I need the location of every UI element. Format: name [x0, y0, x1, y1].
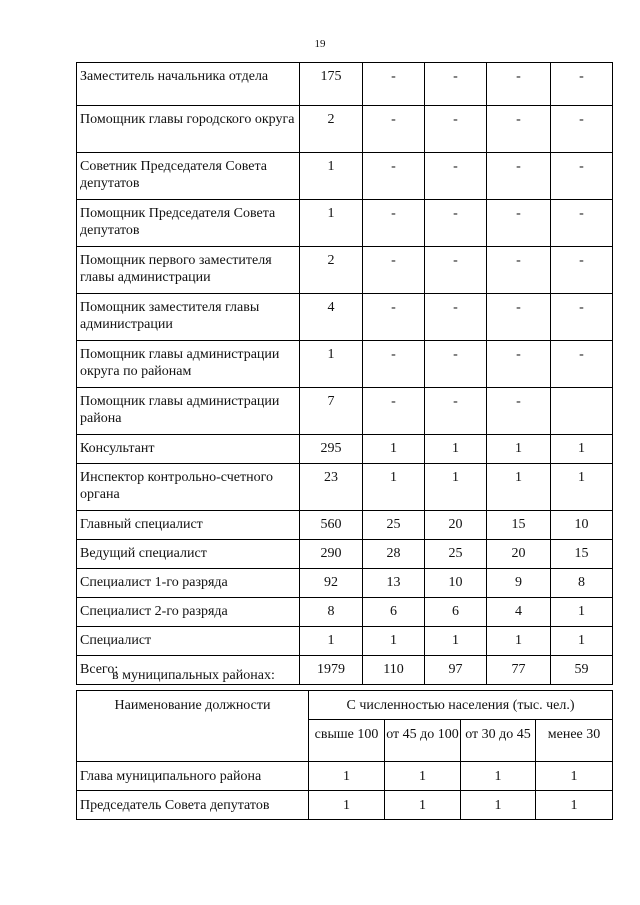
- position-name: Советник Председателя Совета депутатов: [77, 153, 300, 200]
- column-header-population: от 45 до 100: [385, 720, 461, 762]
- page-number: 19: [314, 38, 326, 50]
- positions-table-districts: [76, 690, 613, 820]
- table-cell: 1: [300, 341, 363, 388]
- table-cell: 25: [363, 511, 425, 540]
- column-header-population: свыше 100: [309, 720, 385, 762]
- table-row: [77, 464, 613, 511]
- table-row: [77, 791, 613, 820]
- table-cell: 25: [425, 540, 487, 569]
- table-cell: 1: [425, 435, 487, 464]
- position-name: Специалист 2-го разряда: [77, 598, 300, 627]
- table-cell: 2: [300, 247, 363, 294]
- table-cell: -: [551, 153, 613, 200]
- table-row: [77, 63, 613, 106]
- position-name: Помощник первого заместителя главы администрации: [77, 247, 300, 294]
- table-cell: -: [363, 106, 425, 153]
- table-cell: 1: [487, 435, 551, 464]
- table-cell: 13: [363, 569, 425, 598]
- table-cell: -: [425, 153, 487, 200]
- table-cell: -: [425, 341, 487, 388]
- table-cell: 23: [300, 464, 363, 511]
- table-cell: 1: [487, 627, 551, 656]
- position-name: Помощник Председателя Совета депутатов: [77, 200, 300, 247]
- table-cell: -: [551, 294, 613, 341]
- table-cell: -: [487, 63, 551, 106]
- table-row: [77, 598, 613, 627]
- table-cell: 1: [385, 762, 461, 791]
- section-intro: в муниципальных районах:: [112, 668, 275, 683]
- table-cell: -: [425, 200, 487, 247]
- table-cell: 2: [300, 106, 363, 153]
- table-cell: 1979: [300, 656, 363, 685]
- table-cell: 1: [551, 464, 613, 511]
- table-cell: 1: [309, 791, 385, 820]
- table-cell: -: [425, 63, 487, 106]
- position-name: Специалист: [77, 627, 300, 656]
- table-cell: -: [425, 106, 487, 153]
- table-cell: 7: [300, 388, 363, 435]
- table-cell: 92: [300, 569, 363, 598]
- table-cell: -: [363, 63, 425, 106]
- table-cell: 20: [425, 511, 487, 540]
- table-cell: -: [363, 341, 425, 388]
- table-cell: 97: [425, 656, 487, 685]
- table-cell: -: [487, 247, 551, 294]
- table-cell: 110: [363, 656, 425, 685]
- table-row: [77, 247, 613, 294]
- table-cell: 77: [487, 656, 551, 685]
- table-cell: 1: [461, 791, 536, 820]
- table-cell: -: [551, 106, 613, 153]
- table-row: [77, 294, 613, 341]
- table-cell: 10: [425, 569, 487, 598]
- table-cell: 290: [300, 540, 363, 569]
- table-row: [77, 762, 613, 791]
- table-cell: 15: [487, 511, 551, 540]
- table-cell: 1: [551, 598, 613, 627]
- table-cell: 1: [363, 464, 425, 511]
- table-cell: 4: [300, 294, 363, 341]
- table-cell: 20: [487, 540, 551, 569]
- table-row: [77, 511, 613, 540]
- table-cell: 4: [487, 598, 551, 627]
- table-cell: -: [363, 153, 425, 200]
- table-cell: -: [487, 294, 551, 341]
- table-cell: 295: [300, 435, 363, 464]
- table-row: [77, 200, 613, 247]
- position-name: Специалист 1-го разряда: [77, 569, 300, 598]
- position-name: Заместитель начальника отдела: [77, 63, 300, 106]
- position-name: Помощник главы администрации района: [77, 388, 300, 435]
- positions-table-urban: [76, 62, 613, 685]
- table-cell: -: [363, 247, 425, 294]
- table-cell: -: [487, 106, 551, 153]
- table-cell: -: [425, 247, 487, 294]
- table-cell: 1: [536, 791, 613, 820]
- table-cell: 560: [300, 511, 363, 540]
- table-cell: 8: [300, 598, 363, 627]
- table-row: [77, 106, 613, 153]
- column-header-position: Наименование должности: [77, 691, 309, 762]
- table-cell: 175: [300, 63, 363, 106]
- column-header-population: от 30 до 45: [461, 720, 536, 762]
- table-cell: -: [363, 388, 425, 435]
- table-cell: 1: [385, 791, 461, 820]
- position-name: Председатель Совета депутатов: [77, 791, 309, 820]
- table-cell: -: [551, 63, 613, 106]
- table-cell: 6: [363, 598, 425, 627]
- table-cell: -: [551, 200, 613, 247]
- position-name: Помощник главы городского округа: [77, 106, 300, 153]
- table-cell: 1: [551, 627, 613, 656]
- table-cell: 1: [487, 464, 551, 511]
- position-name: Главный специалист: [77, 511, 300, 540]
- column-header-population-group: С численностью населения (тыс. чел.): [309, 691, 613, 720]
- position-name: Инспектор контрольно-счетного органа: [77, 464, 300, 511]
- table-cell: -: [425, 294, 487, 341]
- table-cell: 1: [300, 200, 363, 247]
- table-cell: 9: [487, 569, 551, 598]
- table-cell: 1: [363, 627, 425, 656]
- table-cell: -: [551, 247, 613, 294]
- table-cell: 8: [551, 569, 613, 598]
- table-cell: 1: [300, 627, 363, 656]
- position-name: Консультант: [77, 435, 300, 464]
- table-cell: -: [487, 153, 551, 200]
- table-cell: -: [363, 200, 425, 247]
- table-cell: 1: [425, 627, 487, 656]
- table-cell: [551, 388, 613, 435]
- table-cell: 28: [363, 540, 425, 569]
- table-cell: 1: [551, 435, 613, 464]
- table-row: [77, 341, 613, 388]
- table-cell: -: [487, 388, 551, 435]
- table-row: [77, 153, 613, 200]
- table-row: [77, 569, 613, 598]
- column-header-population: менее 30: [536, 720, 613, 762]
- table-cell: -: [487, 200, 551, 247]
- table-cell: 1: [309, 762, 385, 791]
- position-name: Помощник главы администрации округа по районам: [77, 341, 300, 388]
- position-name: Глава муниципального района: [77, 762, 309, 791]
- position-name: Всего:: [77, 656, 300, 685]
- table-cell: 59: [551, 656, 613, 685]
- position-name: Ведущий специалист: [77, 540, 300, 569]
- table-row: [77, 435, 613, 464]
- table-cell: 1: [536, 762, 613, 791]
- table-cell: 10: [551, 511, 613, 540]
- table-cell: 15: [551, 540, 613, 569]
- table-cell: 1: [425, 464, 487, 511]
- table-cell: 1: [300, 153, 363, 200]
- table-row: [77, 540, 613, 569]
- position-name: Помощник заместителя главы администрации: [77, 294, 300, 341]
- table-cell: -: [363, 294, 425, 341]
- table-cell: -: [425, 388, 487, 435]
- table-cell: 1: [363, 435, 425, 464]
- table-cell: 6: [425, 598, 487, 627]
- table-cell: -: [487, 341, 551, 388]
- table-row: [77, 627, 613, 656]
- table-cell: 1: [461, 762, 536, 791]
- table-cell: -: [551, 341, 613, 388]
- table-row: [77, 388, 613, 435]
